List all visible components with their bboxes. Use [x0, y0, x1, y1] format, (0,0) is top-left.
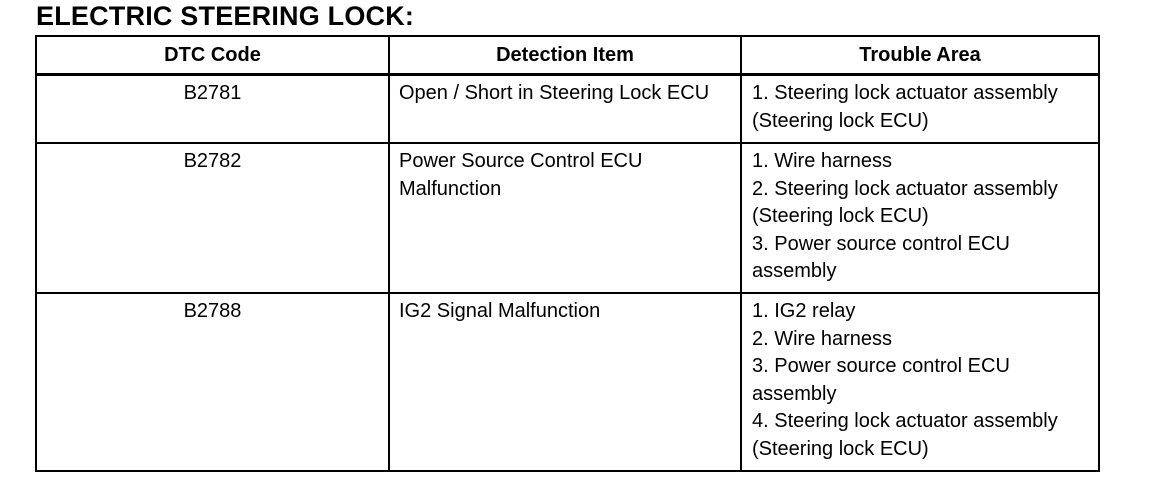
trouble-area-line: 2. Wire harness — [752, 327, 893, 350]
trouble-area-line: 4. Steering lock actuator assembly (Steering lock ECU) — [752, 410, 1058, 460]
table-row — [36, 75, 1099, 144]
detection-item-cell: Power Source Control ECU Malfunction — [389, 143, 741, 293]
table-row — [36, 293, 1099, 471]
trouble-area-cell — [741, 293, 1099, 471]
dtc-table — [35, 35, 1100, 472]
trouble-area-line: 3. Power source control ECU assembly — [752, 355, 1010, 405]
detection-item-cell: IG2 Signal Malfunction — [389, 293, 741, 471]
trouble-area-line: 2. Steering lock actuator assembly (Steering lock ECU) — [752, 177, 1058, 228]
trouble-area-line: 1. Wire harness — [752, 150, 893, 172]
header-detection-item: Detection Item — [389, 36, 741, 75]
table-row — [36, 143, 1099, 293]
trouble-area-line: 3. Power source control ECU assembly — [752, 232, 1010, 283]
trouble-area-cell — [741, 143, 1099, 293]
detection-item-cell: Open / Short in Steering Lock ECU — [389, 75, 741, 144]
dtc-code-cell: B2782 — [36, 143, 389, 293]
trouble-area-line: 1. Steering lock actuator assembly (Steering lock ECU) — [752, 82, 1058, 132]
table-header-row — [36, 36, 1099, 75]
trouble-area-cell — [741, 75, 1099, 144]
section-title: ELECTRIC STEERING LOCK: — [36, 1, 415, 31]
trouble-area-line: 1. IG2 relay — [752, 300, 856, 322]
header-dtc-code: DTC Code — [36, 36, 389, 75]
header-trouble-area: Trouble Area — [741, 36, 1099, 75]
dtc-code-cell: B2788 — [36, 293, 389, 471]
dtc-code-cell: B2781 — [36, 75, 389, 144]
